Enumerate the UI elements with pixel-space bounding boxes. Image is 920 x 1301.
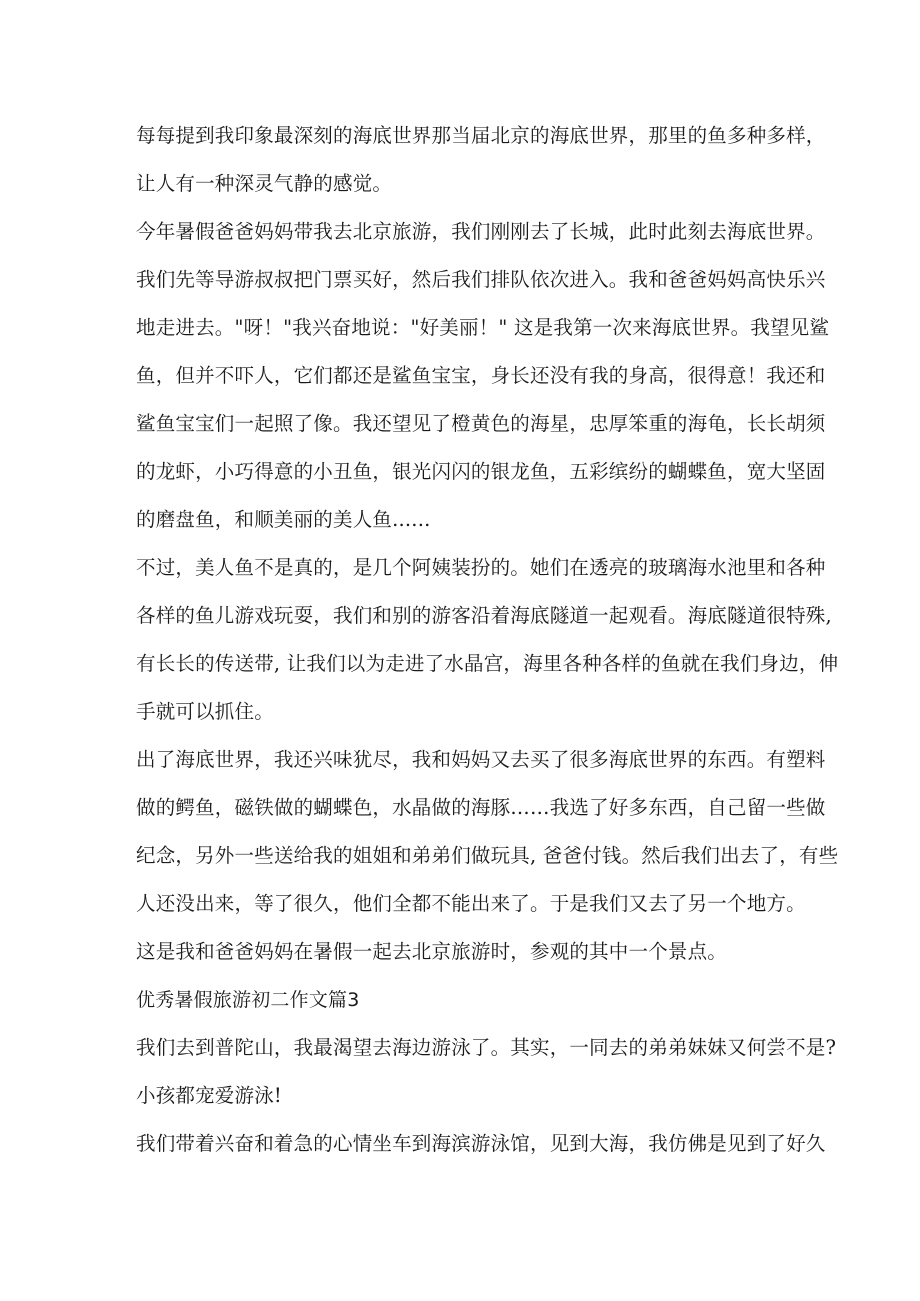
text-line: 鲨鱼宝宝们一起照了像。我还望见了橙黄色的海星，忠厚笨重的海龟，长长胡须 [136,412,826,435]
section-heading: 优秀暑假旅游初二作文篇3 [136,989,360,1011]
text-line: 人还没出来，等了很久，他们全都不能出来了。于是我们又去了另一个地方。 [136,892,806,915]
text-line: 有长长的传送带, 让我们以为走进了水晶宫，海里各种各样的鱼就在我们身边，伸 [136,652,839,675]
text-line: 的龙虾，小巧得意的小丑鱼，银光闪闪的银龙鱼，五彩缤纷的蝴蝶鱼，宽大坚固 [136,460,826,483]
text-line: 小孩都宠爱游泳! [136,1084,282,1107]
text-line: 鱼，但并不吓人，它们都还是鲨鱼宝宝，身长还没有我的身高，很得意！我还和 [136,364,826,387]
text-line: 今年暑假爸爸妈妈带我去北京旅游，我们刚刚去了长城，此时此刻去海底世界。 [136,220,826,243]
text-line: 这是我和爸爸妈妈在暑假一起去北京旅游时，参观的其中一个景点。 [136,940,728,963]
text-line: 纪念，另外一些送给我的姐姐和弟弟们做玩具, 爸爸付钱。然后我们出去了，有些 [136,844,839,867]
text-line: 地走进去。"呀！"我兴奋地说："好美丽！" 这是我第一次来海底世界。我望见鲨 [136,316,830,339]
text-line: 手就可以抓住。 [136,700,274,723]
text-line: 做的鳄鱼，磁铁做的蝴蝶色，水晶做的海豚……我选了好多东西，自己留一些做 [136,796,826,819]
text-line: 我们带着兴奋和着急的心情坐车到海滨游泳馆，见到大海，我仿佛是见到了好久 [136,1132,826,1155]
text-line: 的磨盘鱼，和顺美丽的美人鱼...... [136,508,431,531]
text-line: 我们先等导游叔叔把门票买好，然后我们排队依次进入。我和爸爸妈妈高快乐兴 [136,268,826,291]
text-line: 各样的鱼儿游戏玩耍，我们和别的游客沿着海底隧道一起观看。海底隧道很特殊, [136,604,832,627]
text-line: 我们去到普陀山，我最渴望去海边游泳了。其实，一同去的弟弟妹妹又何尝不是? [136,1036,837,1059]
text-line: 让人有一种深灵气静的感觉。 [136,172,393,195]
text-line: 出了海底世界，我还兴味犹尽，我和妈妈又去买了很多海底世界的东西。有塑料 [136,748,826,771]
text-line: 每每提到我印象最深刻的海底世界那当届北京的海底世界，那里的鱼多种多样， [136,124,826,147]
text-line: 不过，美人鱼不是真的，是几个阿姨装扮的。她们在透亮的玻璃海水池里和各种 [136,556,826,579]
